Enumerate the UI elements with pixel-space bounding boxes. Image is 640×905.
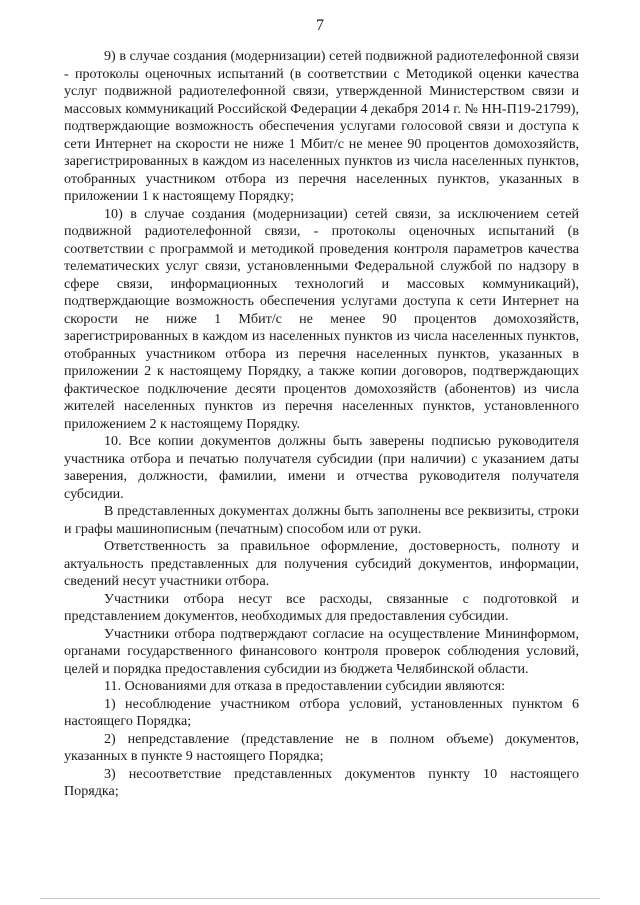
paragraph-item-10-other-networks: 10) в случае создания (модернизации) сетей связи, за исключением сетей подвижной радиотелефонной связи, - протоколы оценочных испытаний (в соответствии с программой и методикой проведения контроля параметров качества телематических услуг связи, установленными Федеральной службой по надзору в сфере связи, информационных технологий и массовых коммуникаций), подтверждающие возможность обеспечения услугами доступа к сети Интернет на скорости не ниже 1 Мбит/с не менее 90 процентов домохозяйств, зарегистрированных в каждом из населенных пунктов из числа населенных пунктов, отобранных участником отбора из перечня населенных пунктов, указанных в приложении 2 к настоящему Порядку, а также копии договоров, подтверждающих фактическое подключение десяти процентов домохозяйств (абонентов) из числа жителей населенных пунктов из перечня населенных пунктов, установленного приложением 2 к настоящему Порядку. — [64, 205, 579, 432]
paragraph-clause-11-refusal: 11. Основаниями для отказа в предоставлении субсидии являются: — [104, 678, 506, 694]
paragraph-refusal-1: 1) несоблюдение участником отбора условий, установленных пунктом 6 настоящего Порядка; — [64, 695, 579, 729]
paragraph-requisites: В представленных документах должны быть заполнены все реквизиты, строки и графы машинописным (печатным) способом или от руки. — [64, 503, 579, 537]
paragraph-clause-10-copies: 10. Все копии документов должны быть заверены подписью руководителя участника отбора и печатью получателя субсидии (при наличии) с указанием даты заверения, должности, фамилии, имени и отчества руководителя получателя субсидии. — [64, 433, 579, 502]
document-body — [64, 48, 579, 801]
paragraph-expenses: Участники отбора несут все расходы, связанные с подготовкой и представлением документов, необходимых для предоставления субсидии. — [64, 590, 579, 624]
paragraph-responsibility: Ответственность за правильное оформление, достоверность, полноту и актуальность представленных для получения субсидий документов, информации, сведений несут участники отбора. — [64, 538, 579, 589]
paragraph-consent: Участники отбора подтверждают согласие на осуществление Мининформом, органами государственного финансового контроля проверок соблюдения условий, целей и порядка предоставления субсидии из бюджета Челябинской области. — [64, 625, 579, 677]
page-number: 7 — [316, 17, 324, 34]
paragraph-refusal-2: 2) непредставление (представление не в полном объеме) документов, указанных в пункте 9 настоящего Порядка; — [64, 730, 579, 764]
page-bottom-divider — [40, 898, 600, 899]
paragraph-refusal-3: 3) несоответствие представленных документов пункту 10 настоящего Порядка; — [64, 765, 579, 799]
paragraph-item-9-mobile-networks: 9) в случае создания (модернизации) сетей подвижной радиотелефонной связи - протоколы оценочных испытаний (в соответствии с Методикой оценки качества услуг подвижной радиотелефонной связи, утвержденной Министерством связи и массовых коммуникаций Российской Федерации 4 декабря 2014 г. № НН-П19-21799), подтверждающие возможность обеспечения услугами голосовой связи и доступа к сети Интернет на скорости не ниже 1 Мбит/с не менее 90 процентов домохозяйств, зарегистрированных в каждом из населенных пунктов из числа населенных пунктов, отобранных участником отбора из перечня населенных пунктов, указанных в приложении 1 к настоящему Порядку; — [64, 48, 579, 204]
